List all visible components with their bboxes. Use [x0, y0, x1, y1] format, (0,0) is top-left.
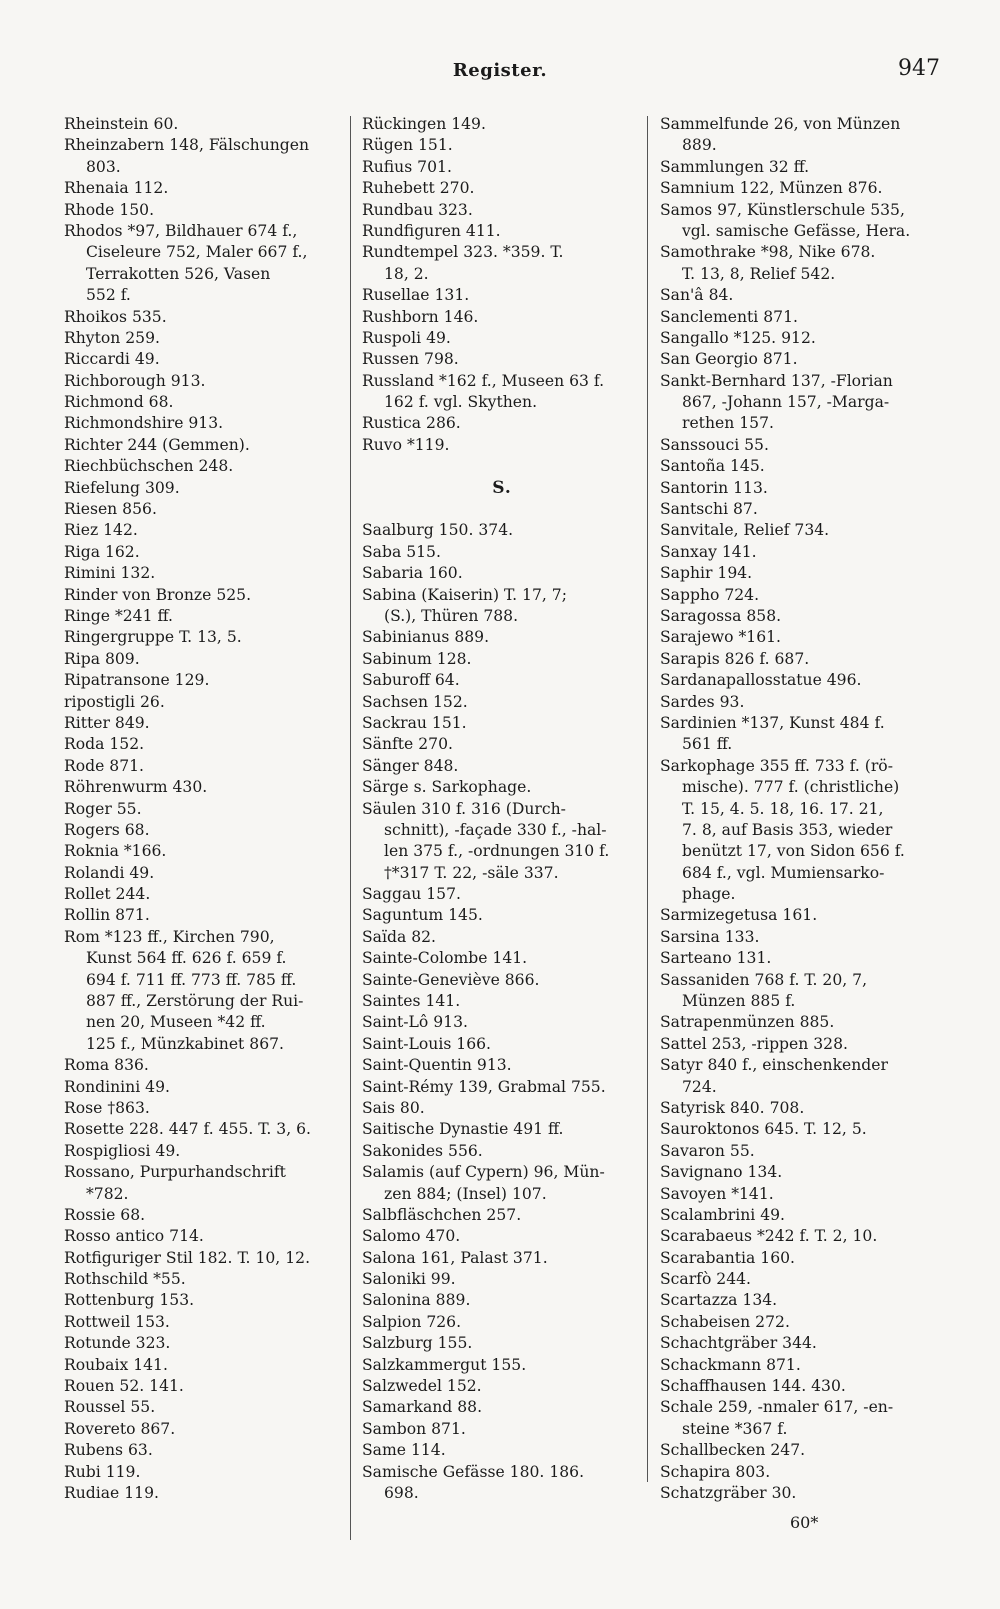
- page-header: [60, 56, 940, 86]
- index-entry: Rovereto 867.: [64, 1419, 176, 1438]
- index-entry: Scarabantia 160.: [660, 1248, 796, 1267]
- index-entry: Satyr 840 f., einschenkender: [660, 1056, 888, 1075]
- index-entry: Saguntum 145.: [362, 906, 483, 925]
- index-entry: Schapira 803.: [660, 1462, 771, 1481]
- column-divider: [647, 116, 648, 1482]
- index-entry: Rolandi 49.: [64, 863, 155, 882]
- index-entry: Rubi 119.: [64, 1462, 141, 1481]
- index-entry-continuation: Ciseleure 752, Maler 667 f.,: [86, 243, 308, 262]
- index-entry-continuation: rethen 157.: [682, 414, 774, 433]
- index-entry: Rhoikos 535.: [64, 307, 167, 326]
- index-entry: Rondinini 49.: [64, 1077, 170, 1096]
- index-entry-continuation: 125 f., Münzkabinet 867.: [86, 1034, 285, 1053]
- index-entry: Salzwedel 152.: [362, 1377, 482, 1396]
- index-entry-continuation: *782.: [86, 1184, 129, 1203]
- index-entry: Rinder von Bronze 525.: [64, 585, 252, 604]
- index-entry: Rollet 244.: [64, 885, 151, 904]
- index-entry: Satrapenmünzen 885.: [660, 1013, 835, 1032]
- index-column-2: [362, 114, 642, 1504]
- index-entry: Sanclementi 871.: [660, 307, 798, 326]
- index-entry: Sainte-Colombe 141.: [362, 949, 528, 968]
- index-entry: Ruvo *119.: [362, 435, 450, 454]
- index-entry: Saloniki 99.: [362, 1270, 456, 1289]
- index-entry: Sambon 871.: [362, 1419, 466, 1438]
- index-entry: Schachtgräber 344.: [660, 1334, 817, 1353]
- index-entry-continuation: 698.: [384, 1484, 419, 1502]
- index-entry-continuation: 684 f., vgl. Mumiensarko-: [682, 863, 885, 882]
- index-entry: Rusellae 131.: [362, 286, 470, 305]
- spacer: [362, 456, 642, 477]
- index-entry: Sanxay 141.: [660, 542, 757, 561]
- index-entry: Ripatransone 129.: [64, 671, 210, 690]
- index-entry: Roussel 55.: [64, 1398, 156, 1417]
- index-entry: Satyrisk 840. 708.: [660, 1098, 805, 1117]
- index-entry-continuation: zen 884; (Insel) 107.: [384, 1184, 547, 1203]
- index-entry: Sänger 848.: [362, 756, 459, 775]
- index-entry: Saintes 141.: [362, 992, 461, 1011]
- index-entry-continuation: 552 f.: [86, 286, 131, 305]
- index-entry: Ringergruppe T. 13, 5.: [64, 628, 242, 647]
- index-entry: Roger 55.: [64, 799, 142, 818]
- index-entry: Samnium 122, Münzen 876.: [660, 179, 883, 198]
- index-entry-continuation: 887 ff., Zerstörung der Rui-: [86, 992, 304, 1011]
- index-entry: Sammelfunde 26, von Münzen: [660, 115, 901, 133]
- index-entry-continuation: nen 20, Museen *42 ff.: [86, 1013, 266, 1032]
- index-entry: Saint-Louis 166.: [362, 1034, 491, 1053]
- index-column-1: [64, 114, 344, 1504]
- index-entry: Santorin 113.: [660, 478, 768, 497]
- index-entry: Scarabaeus *242 f. T. 2, 10.: [660, 1227, 878, 1246]
- index-entry: Richborough 913.: [64, 371, 206, 390]
- index-entry: Sanvitale, Relief 734.: [660, 521, 830, 540]
- index-entry: Saragossa 858.: [660, 606, 782, 625]
- index-entry: Salona 161, Palast 371.: [362, 1248, 548, 1267]
- index-entry-continuation: 867, -Johann 157, -Marga-: [682, 393, 890, 412]
- index-entry-continuation: 18, 2.: [384, 264, 429, 283]
- index-entry: Rossie 68.: [64, 1205, 146, 1224]
- index-entry: Savoyen *141.: [660, 1184, 774, 1203]
- index-entry: Richmond 68.: [64, 393, 174, 412]
- index-entry: Rhyton 259.: [64, 328, 160, 347]
- index-entry: Sardanapallosstatue 496.: [660, 671, 862, 690]
- index-entry: Sarmizegetusa 161.: [660, 906, 818, 925]
- index-entry: Roknia *166.: [64, 842, 167, 861]
- index-entry: Sangallo *125. 912.: [660, 328, 816, 347]
- index-entry: Ruhebett 270.: [362, 179, 475, 198]
- index-entry: Rosette 228. 447 f. 455. T. 3, 6.: [64, 1120, 312, 1139]
- index-entry-continuation: Münzen 885 f.: [682, 992, 796, 1011]
- index-entry: Rudiae 119.: [64, 1484, 159, 1502]
- index-entry: Salpion 726.: [362, 1312, 462, 1331]
- index-entry: Rheinstein 60.: [64, 115, 179, 133]
- index-entry: Sarkophage 355 ff. 733 f. (rö-: [660, 756, 893, 775]
- index-entry: Sainte-Geneviève 866.: [362, 970, 540, 989]
- index-entry-continuation: 694 f. 711 ff. 773 ff. 785 ff.: [86, 970, 297, 989]
- index-entry: Rottweil 153.: [64, 1312, 170, 1331]
- index-entry: Samothrake *98, Nike 678.: [660, 243, 876, 262]
- index-entry: Rom *123 ff., Kirchen 790,: [64, 927, 275, 946]
- index-entry: Schatzgräber 30.: [660, 1484, 797, 1502]
- index-entry: Richter 244 (Gemmen).: [64, 435, 250, 454]
- index-entry: Salbfläschchen 257.: [362, 1205, 522, 1224]
- index-entry: Sarsina 133.: [660, 927, 760, 946]
- index-entry: Ripa 809.: [64, 649, 140, 668]
- index-entry: Roubaix 141.: [64, 1355, 168, 1374]
- index-entry-continuation: T. 13, 8, Relief 542.: [682, 264, 836, 283]
- index-entry: Schabeisen 272.: [660, 1312, 790, 1331]
- index-entry-continuation: benützt 17, von Sidon 656 f.: [682, 842, 905, 861]
- index-entry: Sarajewo *161.: [660, 628, 782, 647]
- index-entry: Russland *162 f., Museen 63 f.: [362, 371, 605, 390]
- index-entry: Säulen 310 f. 316 (Durch-: [362, 799, 566, 818]
- index-entry: Saphir 194.: [660, 564, 753, 583]
- index-entry: Saint-Quentin 913.: [362, 1056, 512, 1075]
- index-entry: Saba 515.: [362, 542, 441, 561]
- index-entry: Sassaniden 768 f. T. 20, 7,: [660, 970, 868, 989]
- index-entry: Rogers 68.: [64, 820, 150, 839]
- index-entry: Sarteano 131.: [660, 949, 772, 968]
- index-entry-continuation: steine *367 f.: [682, 1419, 788, 1438]
- index-entry: Rosso antico 714.: [64, 1227, 204, 1246]
- index-entry: Same 114.: [362, 1441, 446, 1460]
- index-entry: Rügen 151.: [362, 136, 453, 155]
- index-entry: Rushborn 146.: [362, 307, 479, 326]
- index-entry: Riechbüchschen 248.: [64, 457, 234, 476]
- index-entry: Samische Gefässe 180. 186.: [362, 1462, 585, 1481]
- index-entry: Sais 80.: [362, 1098, 425, 1117]
- index-entry: Schaffhausen 144. 430.: [660, 1377, 846, 1396]
- index-entry: Rimini 132.: [64, 564, 156, 583]
- index-entry: Savaron 55.: [660, 1141, 755, 1160]
- index-entry: Salzkammergut 155.: [362, 1355, 527, 1374]
- index-entry: Schale 259, -nmaler 617, -en-: [660, 1398, 894, 1417]
- index-entry: Rubens 63.: [64, 1441, 153, 1460]
- index-entry: Rose †863.: [64, 1098, 150, 1117]
- index-entry: Riez 142.: [64, 521, 138, 540]
- index-entry: ripostigli 26.: [64, 692, 165, 711]
- index-entry: Riccardi 49.: [64, 350, 160, 369]
- index-entry: Saint-Lô 913.: [362, 1013, 468, 1032]
- index-entry: Rufius 701.: [362, 157, 452, 176]
- index-entry: Santschi 87.: [660, 500, 758, 519]
- index-entry: Sachsen 152.: [362, 692, 468, 711]
- index-entry: Scartazza 134.: [660, 1291, 778, 1310]
- index-entry-continuation: Kunst 564 ff. 626 f. 659 f.: [86, 949, 287, 968]
- index-entry: Rundfiguren 411.: [362, 221, 501, 240]
- index-entry: Rhenaia 112.: [64, 179, 169, 198]
- index-entry: Sabina (Kaiserin) T. 17, 7;: [362, 585, 567, 604]
- index-entry: Russen 798.: [362, 350, 459, 369]
- index-entry: Scarfò 244.: [660, 1270, 752, 1289]
- index-entry: Sabinianus 889.: [362, 628, 490, 647]
- index-entry: Roda 152.: [64, 735, 145, 754]
- index-entry-continuation: (S.), Thüren 788.: [384, 606, 519, 625]
- index-entry-continuation: 7. 8, auf Basis 353, wieder: [682, 820, 893, 839]
- index-entry: Rhodos *97, Bildhauer 674 f.,: [64, 221, 298, 240]
- index-entry: Saggau 157.: [362, 885, 461, 904]
- index-entry: Santoña 145.: [660, 457, 765, 476]
- index-entry: Sankt-Bernhard 137, -Florian: [660, 371, 893, 390]
- index-entry: Röhrenwurm 430.: [64, 778, 208, 797]
- index-entry: Rundbau 323.: [362, 200, 473, 219]
- index-entry: Rossano, Purpurhandschrift: [64, 1163, 286, 1182]
- index-entry-continuation: 162 f. vgl. Skythen.: [384, 393, 538, 412]
- index-entry-continuation: 561 ff.: [682, 735, 733, 754]
- index-entry: Schackmann 871.: [660, 1355, 801, 1374]
- index-entry: Salomo 470.: [362, 1227, 461, 1246]
- index-entry-continuation: mische). 777 f. (christliche): [682, 778, 900, 797]
- section-letter: S.: [492, 477, 512, 498]
- index-entry: Salamis (auf Cypern) 96, Mün-: [362, 1163, 605, 1182]
- index-entry: Saburoff 64.: [362, 671, 460, 690]
- index-entry: Riga 162.: [64, 542, 140, 561]
- index-entry: Sabaria 160.: [362, 564, 463, 583]
- index-entry: Salzburg 155.: [362, 1334, 473, 1353]
- index-entry: Rospigliosi 49.: [64, 1141, 181, 1160]
- index-entry: Schallbecken 247.: [660, 1441, 806, 1460]
- index-entry: Sakonides 556.: [362, 1141, 483, 1160]
- index-entry: Sappho 724.: [660, 585, 760, 604]
- index-entry: Rothschild *55.: [64, 1270, 186, 1289]
- index-entry: Saint-Rémy 139, Grabmal 755.: [362, 1077, 606, 1096]
- index-entry: Riesen 856.: [64, 500, 157, 519]
- index-entry: Rollin 871.: [64, 906, 150, 925]
- index-entry: Sanssouci 55.: [660, 435, 769, 454]
- index-entry: Rouen 52. 141.: [64, 1377, 184, 1396]
- index-entry-continuation: †*317 T. 22, -säle 337.: [384, 863, 559, 882]
- index-entry-continuation: vgl. samische Gefässe, Hera.: [682, 221, 911, 240]
- index-entry-continuation: 803.: [86, 157, 121, 176]
- column-divider: [350, 116, 351, 1540]
- index-entry: Rode 871.: [64, 756, 145, 775]
- index-entry: Sarapis 826 f. 687.: [660, 649, 810, 668]
- index-entry: Salonina 889.: [362, 1291, 471, 1310]
- index-entry-continuation: len 375 f., -ordnungen 310 f.: [384, 842, 610, 861]
- index-entry: Sabinum 128.: [362, 649, 472, 668]
- index-entry: Sattel 253, -rippen 328.: [660, 1034, 848, 1053]
- index-entry: Ringe *241 ff.: [64, 606, 173, 625]
- index-entry-continuation: phage.: [682, 885, 736, 904]
- index-entry: Saitische Dynastie 491 ff.: [362, 1120, 564, 1139]
- index-entry-continuation: T. 15, 4. 5. 18, 16. 17. 21,: [682, 799, 884, 818]
- index-entry: Sammlungen 32 ff.: [660, 157, 810, 176]
- index-entry: San Georgio 871.: [660, 350, 798, 369]
- index-column-3: [660, 114, 952, 1504]
- index-entry: Rückingen 149.: [362, 115, 486, 133]
- index-entry: Särge s. Sarkophage.: [362, 778, 532, 797]
- page-number: 947: [898, 56, 940, 81]
- index-entry: Rotfiguriger Stil 182. T. 10, 12.: [64, 1248, 311, 1267]
- index-entry: Ruspoli 49.: [362, 328, 451, 347]
- index-entry: Rotunde 323.: [64, 1334, 171, 1353]
- index-entry: Riefelung 309.: [64, 478, 180, 497]
- index-entry: Ritter 849.: [64, 713, 150, 732]
- running-title: Register.: [452, 60, 548, 81]
- index-entry: Rhode 150.: [64, 200, 155, 219]
- index-entry-continuation: Terrakotten 526, Vasen: [86, 264, 271, 283]
- index-entry-continuation: schnitt), -façade 330 f., -hal-: [384, 820, 607, 839]
- index-entry: Rheinzabern 148, Fälschungen: [64, 136, 310, 155]
- index-entry: Sänfte 270.: [362, 735, 453, 754]
- signature-mark: 60*: [790, 1513, 819, 1532]
- index-entry-continuation: 889.: [682, 136, 717, 155]
- spacer: [362, 499, 642, 520]
- index-entry: Sauroktonos 645. T. 12, 5.: [660, 1120, 867, 1139]
- index-entry: Scalambrini 49.: [660, 1205, 785, 1224]
- index-entry: Sackrau 151.: [362, 713, 467, 732]
- index-entry: Saïda 82.: [362, 927, 437, 946]
- index-entry: Sardinien *137, Kunst 484 f.: [660, 713, 885, 732]
- index-entry: San'â 84.: [660, 286, 734, 305]
- index-entry: Rundtempel 323. *359. T.: [362, 243, 564, 262]
- index-entry: Rottenburg 153.: [64, 1291, 195, 1310]
- index-entry: Saalburg 150. 374.: [362, 521, 514, 540]
- index-entry: Rustica 286.: [362, 414, 461, 433]
- index-entry: Samos 97, Künstlerschule 535,: [660, 200, 905, 219]
- index-entry: Sardes 93.: [660, 692, 745, 711]
- index-entry-continuation: 724.: [682, 1077, 717, 1096]
- index-entry: Richmondshire 913.: [64, 414, 224, 433]
- index-entry: Savignano 134.: [660, 1163, 783, 1182]
- index-entry: Roma 836.: [64, 1056, 149, 1075]
- index-entry: Samarkand 88.: [362, 1398, 483, 1417]
